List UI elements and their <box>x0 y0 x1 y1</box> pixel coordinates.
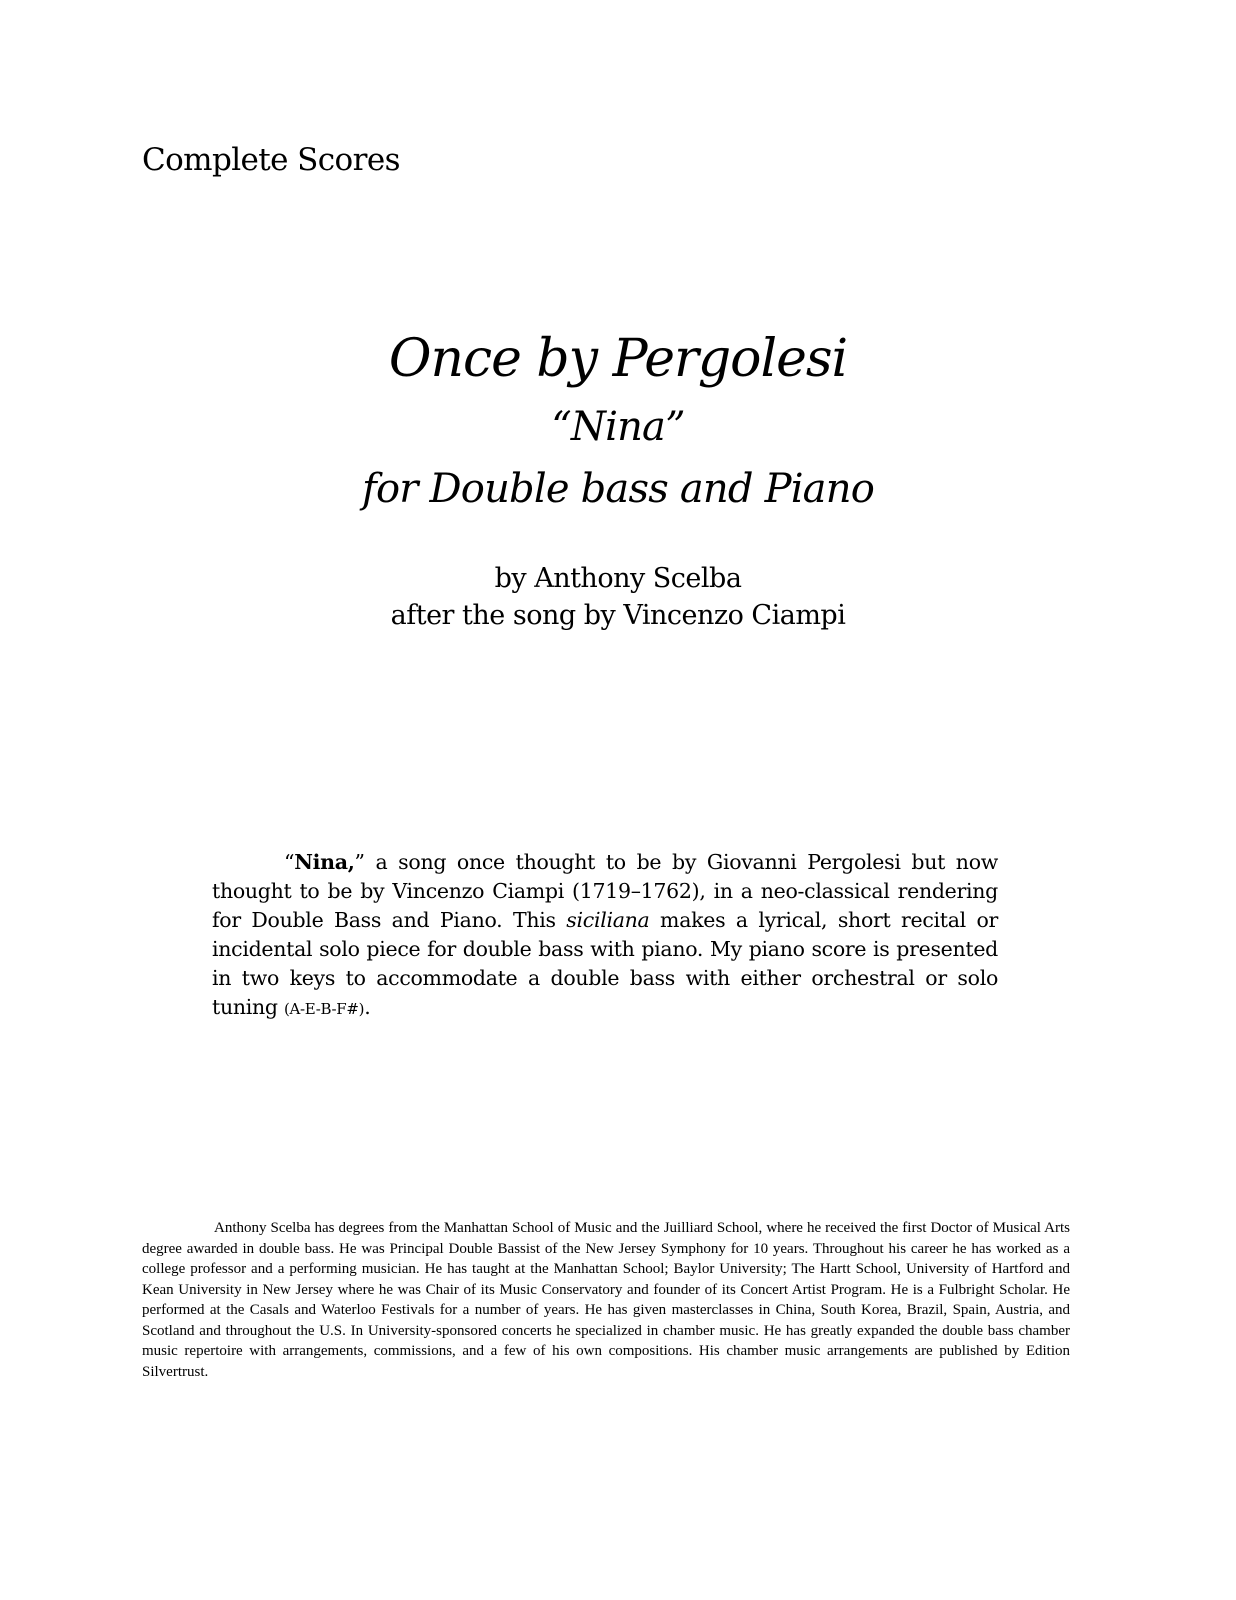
credit-block <box>0 560 1236 634</box>
instrumentation: for Double bass and Piano <box>362 466 874 512</box>
intro-close-quote: ” <box>354 850 365 874</box>
intro-tuning: (A-E-B-F#) <box>283 1000 365 1018</box>
intro-open-quote: “ <box>284 850 295 874</box>
title-block <box>0 322 1236 520</box>
author-credit: by Anthony Scelba <box>494 563 742 594</box>
intro-text-2: makes a lyrical, short recital or incidental solo piece for double bass with piano. My piano score is presented in two keys to accommodate a double bass with either orchestral or solo tuning <box>212 908 999 1019</box>
intro-end: . <box>364 995 371 1019</box>
intro-text-1: a song once thought to be by Giovanni Pergolesi but now thought to be by Vincenzo Ciampi (1719–1762), in a neo-classical rendering for Double Bass and Piano. This <box>212 850 998 932</box>
page-header: Complete Scores <box>142 142 400 178</box>
work-subtitle: “Nina” <box>551 404 685 450</box>
work-title: Once by Pergolesi <box>388 329 848 389</box>
intro-italic-word: siciliana <box>566 908 650 932</box>
source-credit: after the song by Vincenzo Ciampi <box>390 600 846 631</box>
intro-name: Nina, <box>294 850 355 874</box>
intro-paragraph <box>212 848 998 1024</box>
composer-bio: Anthony Scelba has degrees from the Manhattan School of Music and the Juilliard School, where he received the first Doctor of Musical Arts degree awarded in double bass. He was Principal Double Bassist of the New Jersey Symphony for 10 years. Throughout his career he has worked as a college professor and a performing musician. He has taught at the Manhattan School; Baylor University; The Hartt School, University of Hartford and Kean University in New Jersey where he was Chair of its Music Conservatory and founder of its Concert Artist Program. He is a Fulbright Scholar. He performed at the Casals and Waterloo Festivals for a number of years. He has given masterclasses in China, South Korea, Brazil, Spain, Austria, and Scotland and throughout the U.S. In University-sponsored concerts he specialized in chamber music. He has greatly expanded the double bass chamber music repertoire with arrangements, commissions, and a few of his own compositions. His chamber music arrangements are published by Edition Silvertrust. <box>142 1220 1070 1380</box>
